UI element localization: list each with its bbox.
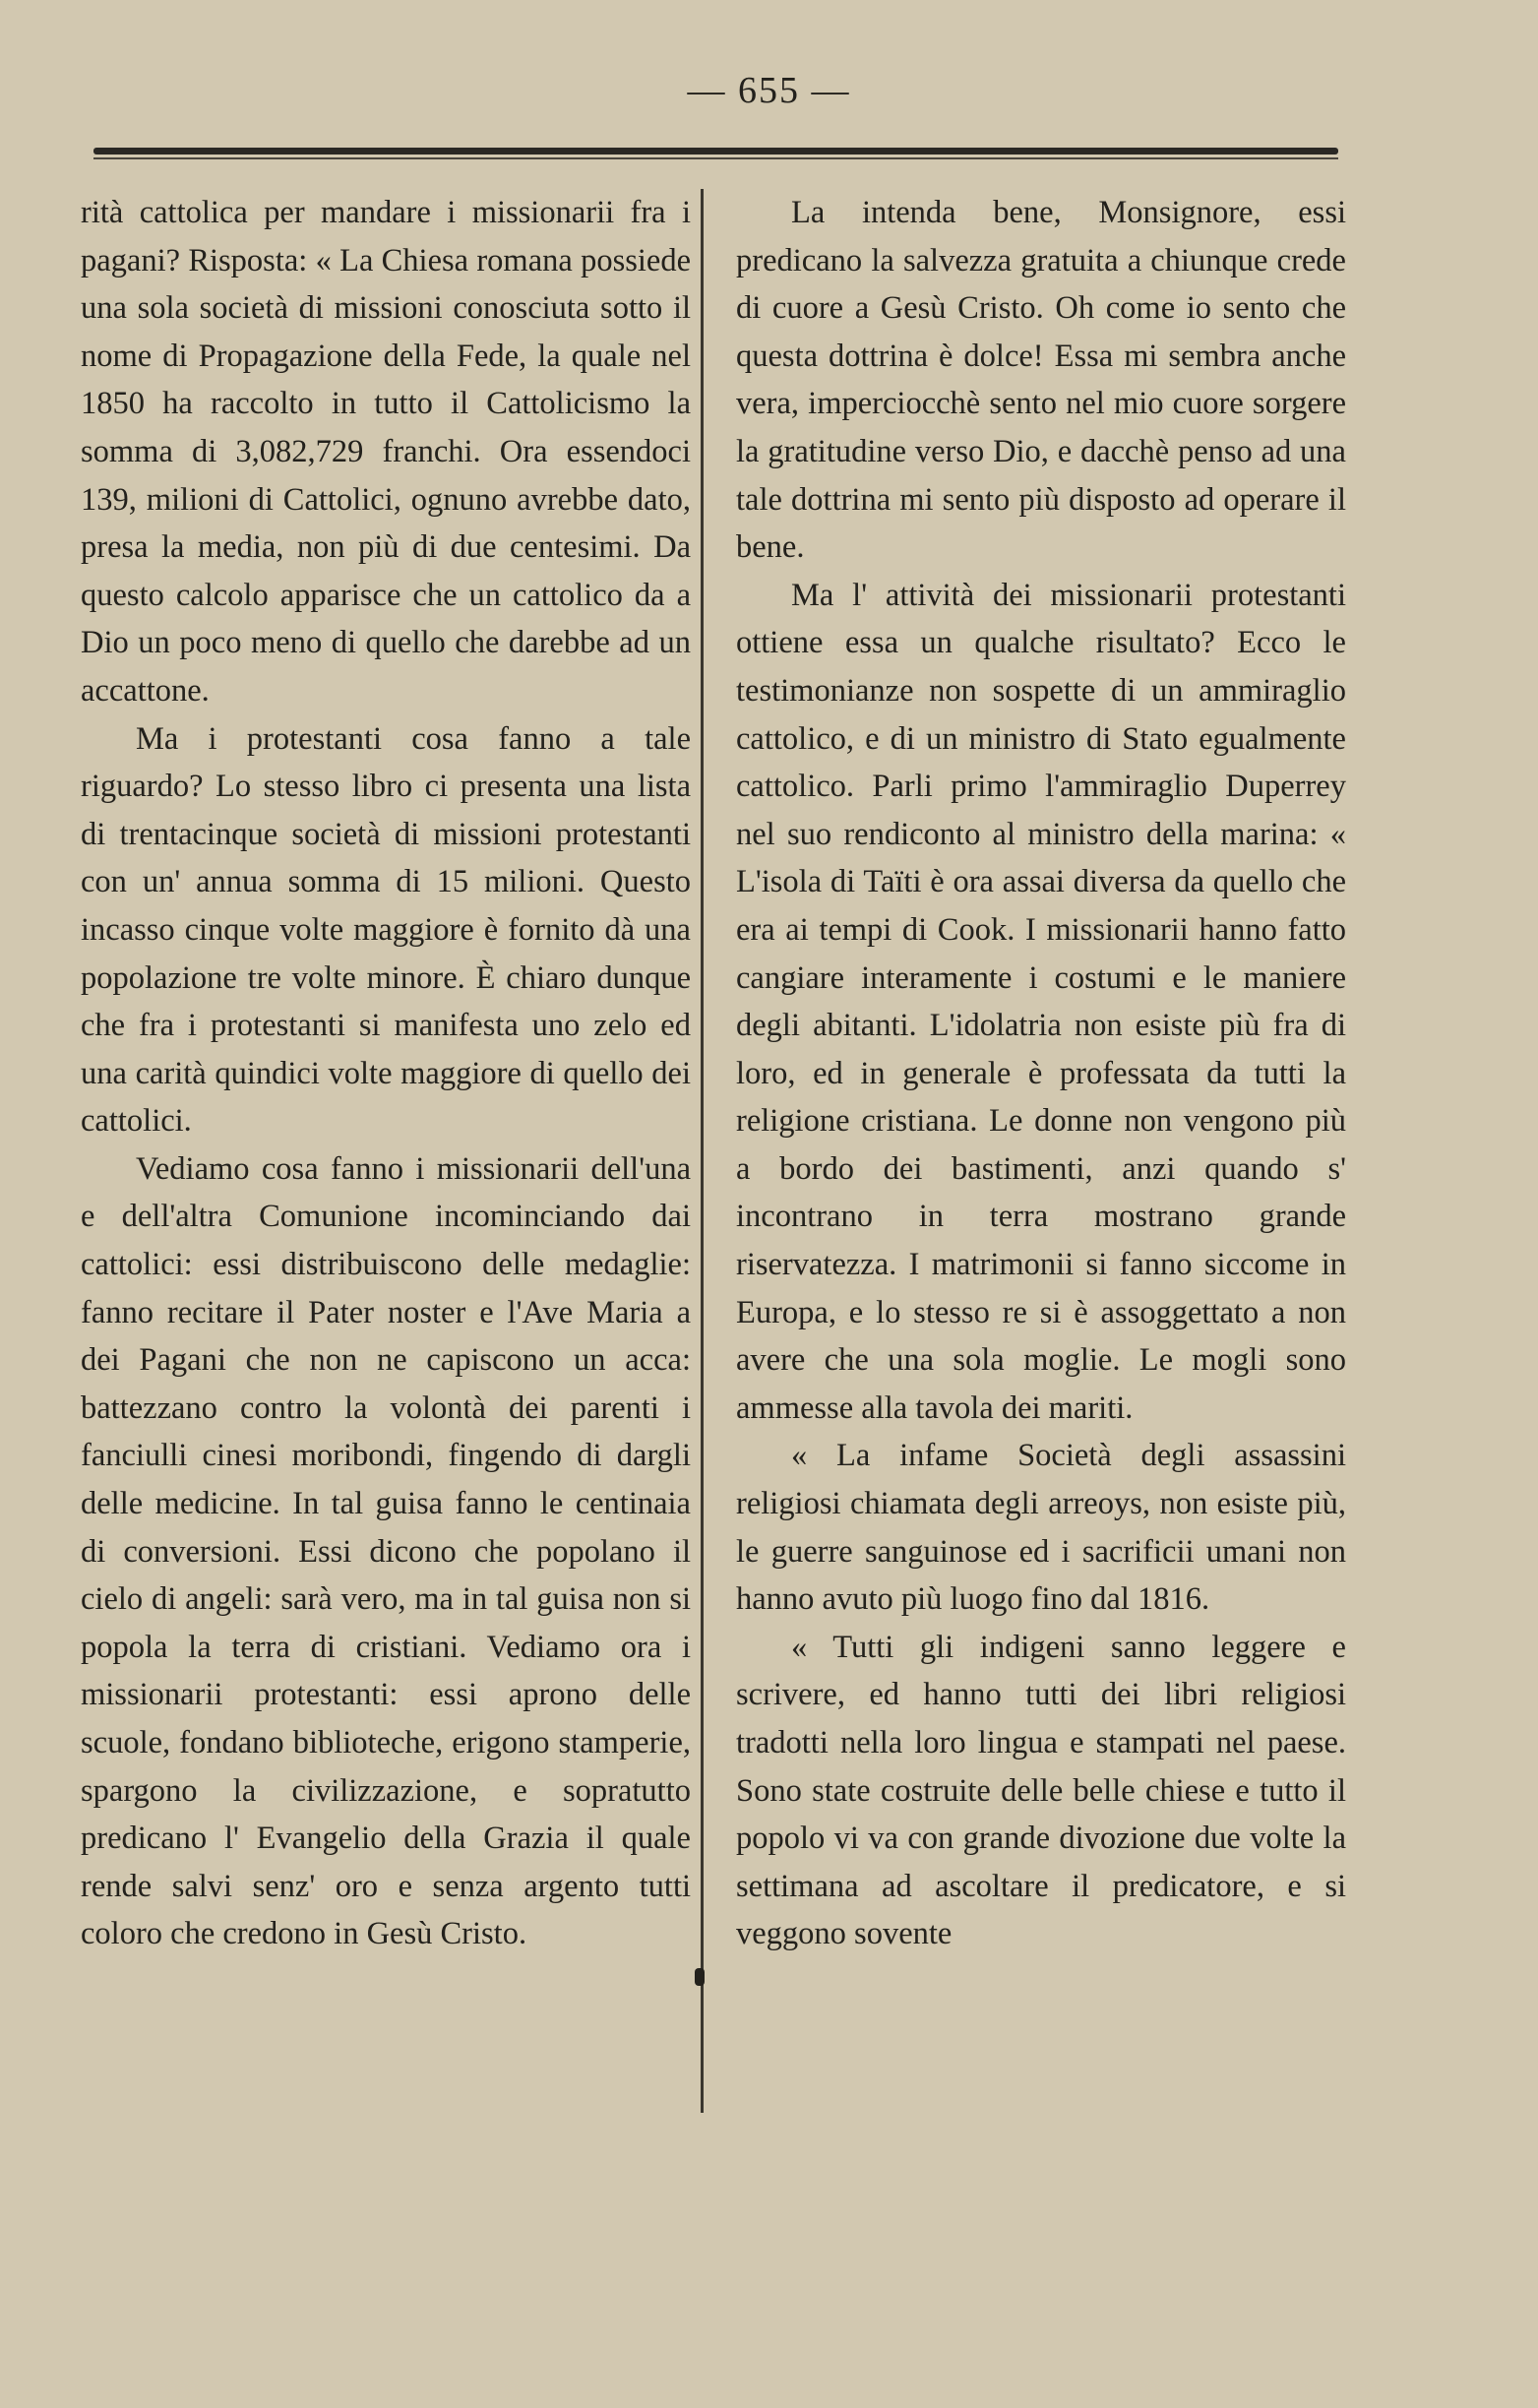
paragraph: Vediamo cosa fanno i missionarii dell'una e dell'altra Comunione incominciando dai cattolici: essi distribuiscono delle medaglie: fanno recitare il Pater noster e l'Ave Maria a dei Pagani che non ne capiscono un acca: battezzano contro la volontà dei parenti i fanciulli cinesi moribondi, fingendo di dargli delle medicine. In tal guisa fanno le centinaia di conversioni. Essi dicono che popolano il cielo di angeli: sarà vero, ma in tal guisa non si popola la terra di cristiani. Vediamo ora i missionarii protestanti: essi aprono delle scuole, fondano biblioteche, erigono stamperie, spargono la civilizzazione, e sopratutto predicano l' Evangelio della Grazia il quale rende salvi senz' oro e senza argento tutti coloro che credono in Gesù Cristo. [81, 1150, 691, 1952]
left-column [81, 189, 691, 1958]
header-rule-thin [93, 157, 1338, 159]
paragraph: La intenda bene, Monsignore, essi predicano la salvezza gratuita a chiunque crede di cuore a Gesù Cristo. Oh come io sento che questa dottrina è dolce! Essa mi sembra anche vera, imperciocchè sento nel mio cuore sorgere la gratitudine verso Dio, e dacchè penso ad una tale dottrina mi sento più disposto ad operare il bene. [736, 195, 1346, 566]
paragraph: « Tutti gli indigeni sanno leggere e scrivere, ed hanno tutti dei libri religiosi tradotti nella loro lingua e stampati nel paese. Sono state costruite delle belle chiese e tutto il popolo vi va con grande divozione due volte la settimana ad ascoltare il predicatore, e si veggono sovente [736, 1629, 1346, 1952]
column-divider [701, 189, 704, 2113]
header-rule [93, 148, 1338, 154]
paragraph: Ma i protestanti cosa fanno a tale riguardo? Lo stesso libro ci presenta una lista di trentacinque società di missioni protestanti con un' annua somma di 15 milioni. Questo incasso cinque volte maggiore è fornito dà una popolazione tre volte minore. È chiaro dunque che fra i protestanti si manifesta uno zelo ed una carità quindici volte maggiore di quello dei cattolici. [81, 720, 691, 1140]
paragraph: « La infame Società degli assassini religiosi chiamata degli arreoys, non esiste più, le guerre sanguinose ed i sacrificii umani non hanno avuto più luogo fino dal 1816. [736, 1438, 1346, 1618]
page-number: — 655 — [687, 70, 851, 111]
paragraph: rità cattolica per mandare i missionarii fra i pagani? Risposta: « La Chiesa romana possiede una sola società di missioni conosciuta sotto il nome di Propagazione della Fede, la quale nel 1850 ha raccolto in tutto il Cattolicismo la somma di 3,082,729 franchi. Ora essendoci 139, milioni di Cattolici, ognuno avrebbe dato, presa la media, non più di due centesimi. Da questo calcolo apparisce che un cattolico da a Dio un poco meno di quello che darebbe ad un accattone. [81, 195, 691, 709]
paragraph: Ma l' attività dei missionarii protestanti ottiene essa un qualche risultato? Ecco le testimonianze non sospette di un ammiraglio cattolico, e di un ministro di Stato egualmente cattolico. Parli primo l'ammiraglio Duperrey nel suo rendiconto al ministro della marina: « L'isola di Taïti è ora assai diversa da quello che era ai tempi di Cook. I missionarii hanno fatto cangiare interamente i costumi e le maniere degli abitanti. L'idolatria non esiste più fra di loro, ed in generale è professata da tutti la religione cristiana. Le donne non vengono più a bordo dei bastimenti, anzi quando s' incontrano in terra mostrano grande riservatezza. I matrimonii si fanno siccome in Europa, e lo stesso re si è assoggettato a non avere che una sola moglie. Le mogli sono ammesse alla tavola dei mariti. [736, 577, 1346, 1426]
right-column [736, 189, 1346, 1958]
divider-mark [695, 1968, 705, 1986]
